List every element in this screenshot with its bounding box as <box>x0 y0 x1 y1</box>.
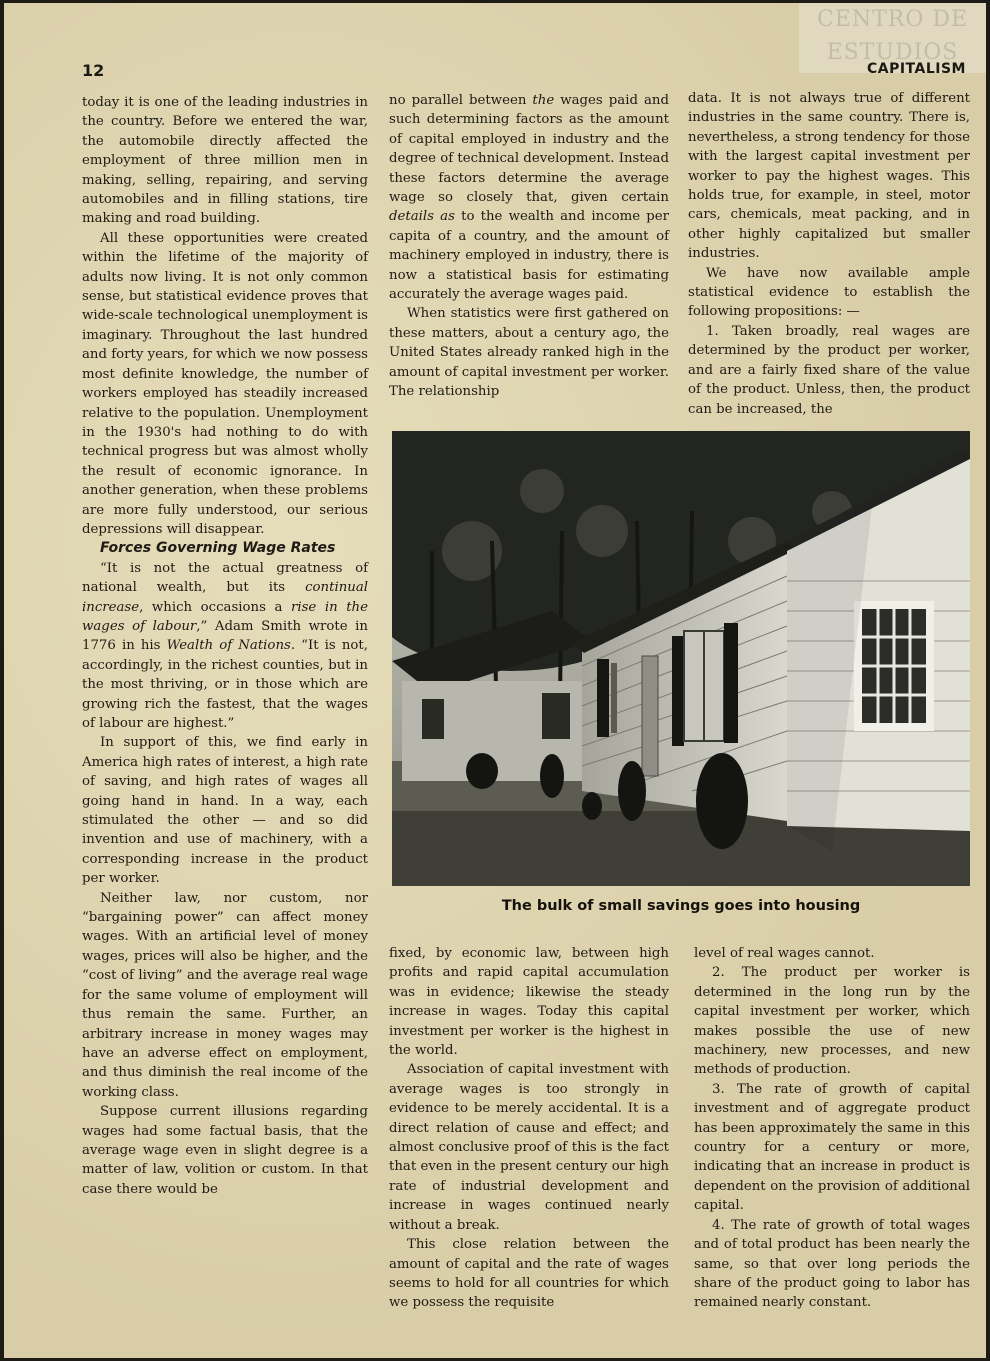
watermark-line-2: ESTUDIOS <box>826 40 959 65</box>
text-run: . “It is not, accordingly, in the richest counties, but in the most thriving, or in those which are growing rich the fastest, that the wages of labour are highest.” <box>82 638 368 731</box>
book-title: Wealth of Nations <box>166 638 291 654</box>
text-run: , which occasions a <box>139 599 291 615</box>
text-run: no parallel between <box>389 93 533 108</box>
housing-photo <box>392 431 970 886</box>
paragraph: today it is one of the leading industries in the country. Before we entered the war, the automobile directly affected the employment of three million men in making, selling, repairing, and serving automobiles and in filling stations, tire making and road building. <box>82 95 368 227</box>
paragraph: Suppose current illusions regarding wages had some factual basis, that the average wage even in slight degree is a matter of law, volition or custom. In that case there would be <box>82 1104 368 1197</box>
running-head: CAPITALISM <box>866 61 966 77</box>
paragraph: data. It is not always true of different industries in the same country. There is, nevertheless, a strong tendency for those with the largest capital investment per worker to pay the highest wages. This holds true, for example, in steel, motor cars, chemicals, meat packing, and in other highly capitalized but smaller industries. <box>688 91 970 262</box>
text-run: ,” Adam Smith wrote in 1776 in his <box>82 618 368 654</box>
watermark-line-1: CENTRO DE <box>816 7 969 32</box>
emphasis: continual increase <box>82 580 368 615</box>
emphasis: details as <box>389 209 455 225</box>
paragraph: 4. The rate of growth of total wages and of total product has been nearly the same, so that over long periods the share of the product going to labor has remained nearly constant. <box>694 1217 970 1311</box>
column-2-bottom <box>389 944 669 1313</box>
paragraph: Neither law, nor custom, nor “bargaining power” can affect money wages. With an artificial level of money wages, prices will also be higher, and the “cost of living” and the average real wage for the same volume of employment will thus remain the same. Further, an arbitrary increase in money wages may have an adverse effect on employment, and thus diminish the real income of the working class. <box>82 890 368 1100</box>
paragraph: This close relation between the amount of capital and the rate of wages seems to hold for all countries for which we possess the requisite <box>389 1237 669 1311</box>
paragraph: All these opportunities were created within the lifetime of the majority of adults now living. It is not only common sense, but statistical evidence proves that wide-scale technological unemployment is imaginary. Throughout the last hundred and forty years, for which we now possess most definite knowledge, the number of workers employed has steadily increased relative to the population. Unemployment in the 1930's had nothing to do with technical progress but was almost wholly the result of economic ignorance. In another generation, when these problems are more fully understood, our serious depressions will disappear. <box>82 230 368 537</box>
paragraph: When statistics were first gathered on these matters, about a century ago, the United States already ranked high in the amount of capital investment per worker. The relationship <box>389 306 669 400</box>
paragraph: 2. The product per worker is determined in the long run by the capital investment per worker, which makes possible the use of new machinery, new processes, and new methods of production. <box>694 965 970 1078</box>
text-run: “It is not the actual greatness of national wealth, but its <box>82 560 368 596</box>
column-1 <box>82 93 368 1199</box>
paragraph <box>389 91 669 304</box>
paragraph: level of real wages cannot. <box>694 946 875 961</box>
column-2-top <box>389 91 669 402</box>
paragraph: In support of this, we find early in America high rates of interest, a high rate of saving, and high rates of wages all going hand in hand. In a way, each stimulated the other — and so did invention and use of machinery, with a corresponding increase in the product per worker. <box>82 735 368 887</box>
paragraph: fixed, by economic law, between high profits and rapid capital accumulation was in evidence; likewise the steady increase in wages. Today this capital investment per worker is the highest in the world. <box>389 946 669 1059</box>
emphasis: rise in the wages of labour <box>82 599 368 634</box>
paragraph: Association of capital investment with average wages is too strongly in evidence to be merely accidental. It is a direct relation of cause and effect; and almost conclusive proof of this is the fact that even in the present century our high rate of industrial development and increase in wages continued nearly without a break. <box>389 1062 669 1233</box>
section-heading: Forces Governing Wage Rates <box>100 540 336 557</box>
paragraph: We have now available ample statistical evidence to establish the following propositions: — <box>688 265 970 320</box>
paragraph: 1. Taken broadly, real wages are determined by the product per worker, and are a fairly fixed share of the value of the product. Unless, then, the product can be increased, the <box>688 323 970 417</box>
paragraph <box>82 559 368 734</box>
column-3-top <box>688 89 970 419</box>
paragraph: 3. The rate of growth of capital investment and of aggregate product has been approximately the same in this country for a century or more, indicating that an increase in product is dependent on the provision of additional capital. <box>694 1081 970 1214</box>
photo-caption: The bulk of small savings goes into housing <box>501 898 861 914</box>
houses-illustration <box>392 431 970 886</box>
column-3-bottom <box>694 944 970 1313</box>
text-run: wages paid and such determining factors as the amount of capital employed in industry and the degree of technical development. Instead these factors determine the average wage so closely that, given certain <box>389 93 669 206</box>
page-number: 12 <box>82 61 105 80</box>
text-run: to the wealth and income per capita of a country, and the amount of machinery employed in industry, there is now a statistical basis for estimating accurately the average wages paid. <box>389 209 669 303</box>
magazine-page <box>4 3 986 1358</box>
emphasis: the <box>532 93 555 108</box>
